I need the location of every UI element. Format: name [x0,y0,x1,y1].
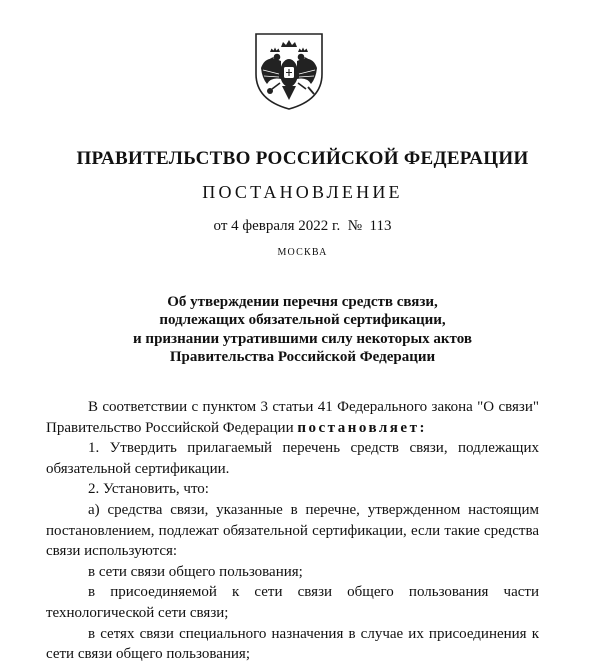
document-city: МОСКВА [277,247,328,258]
preamble-paragraph [46,397,539,438]
resolves-keyword: постановляет: [297,419,427,436]
body-paragraph: 1. Утвердить прилагаемый перечень средств связи, подлежащих обязательной сертификации. [46,440,539,477]
preamble-text: В соответствии с пунктом 3 статьи 41 Федерального закона "О связи" Правительство Российской Федерации [46,399,539,436]
subject-line: Об утверждении перечня средств связи, [167,294,438,310]
body-paragraph: в сетях связи специального назначения в случае их присоединения к сети связи общего пользования; [46,625,539,663]
document-body [46,397,539,665]
subject-line: и признании утратившими силу некоторых актов [133,330,472,347]
body-paragraph: в сети связи общего пользования; [88,563,303,580]
body-paragraph: а) средства связи, указанные в перечне, утвержденном настоящим постановлением, подлежат обязательной сертификации, если такие средства связи используются: [46,501,539,560]
subject-line: подлежащих обязательной сертификации, [159,312,446,329]
government-title: ПРАВИТЕЛЬСТВО РОССИЙСКОЙ ФЕДЕРАЦИИ [76,148,529,169]
document-date-number: от 4 февраля 2022 г. № 113 [213,218,392,234]
document-subject [0,293,605,366]
body-paragraph: 2. Установить, что: [88,481,209,498]
subject-line: Правительства Российской Федерации [169,348,436,365]
document-type: ПОСТАНОВЛЕНИЕ [202,182,403,202]
body-paragraph: в присоединяемой к сети связи общего пользования части технологической сети связи; [46,584,539,621]
coat-of-arms-icon [248,30,330,112]
